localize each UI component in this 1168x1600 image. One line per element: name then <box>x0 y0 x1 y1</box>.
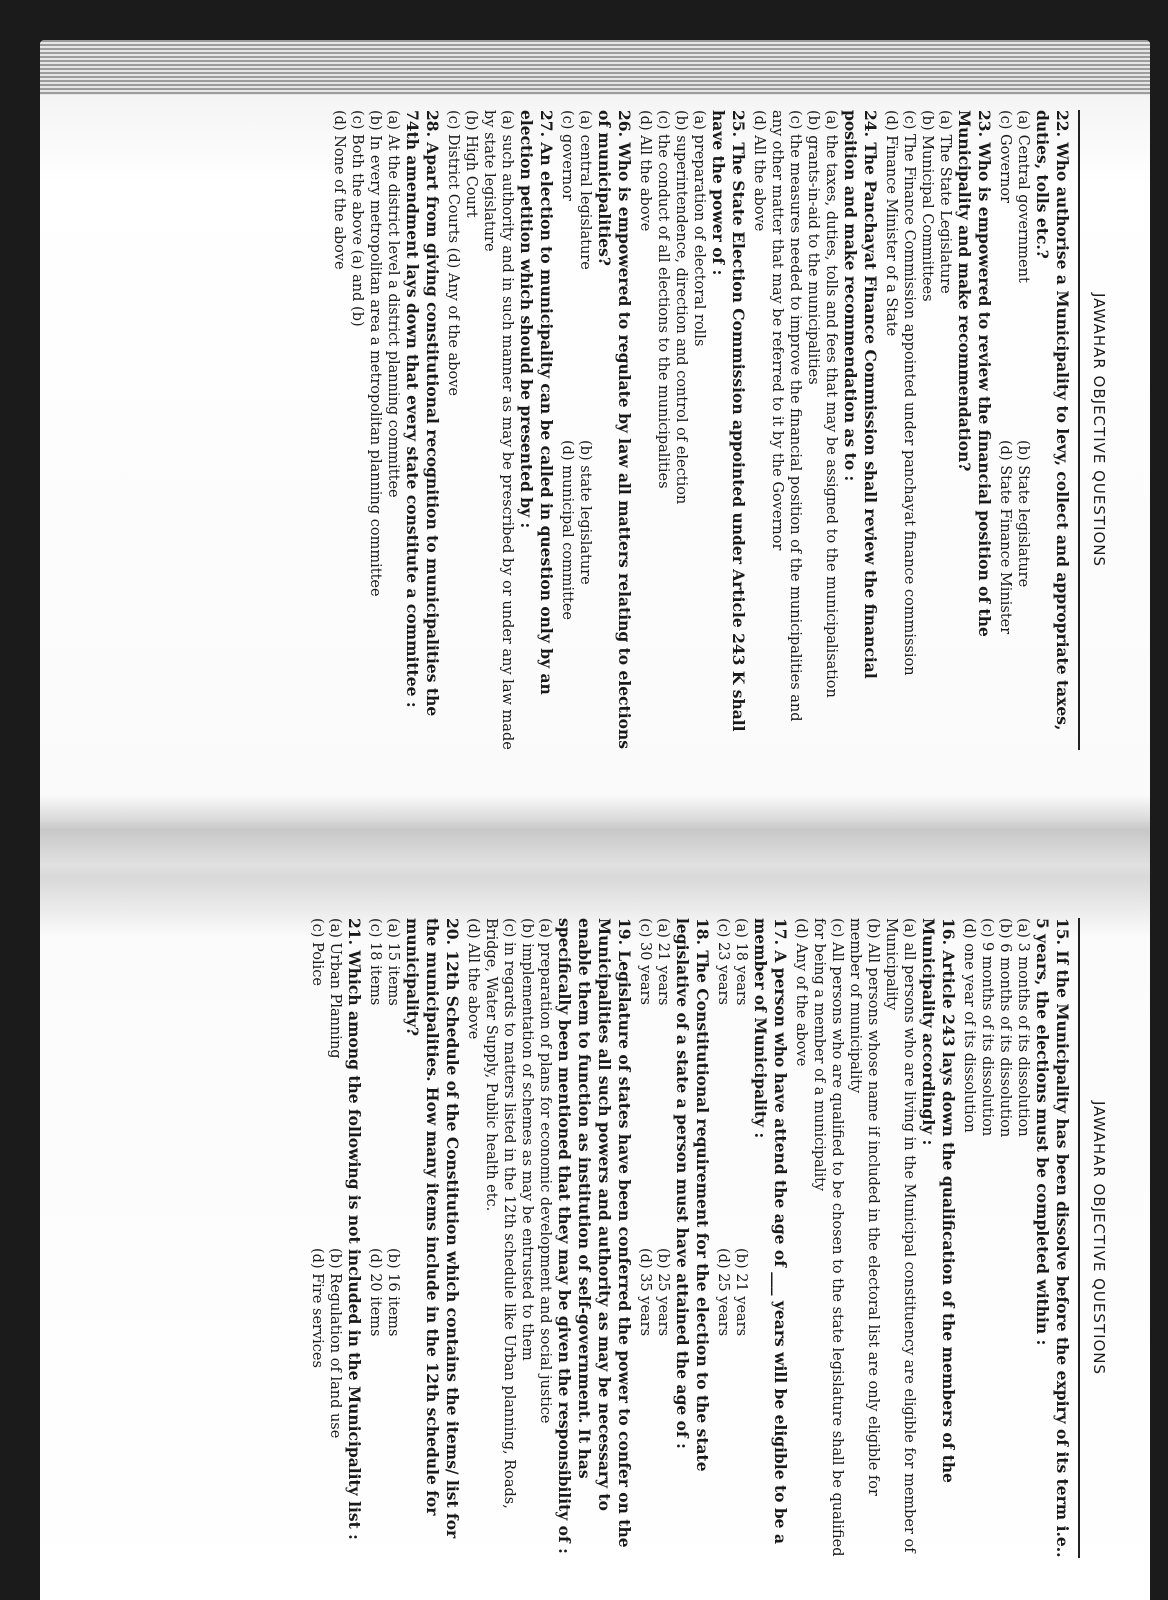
question-item <box>792 918 958 1558</box>
answer-options <box>750 110 840 750</box>
answer-options <box>444 110 516 750</box>
answer-options <box>960 918 1032 1558</box>
answer-option: (b) High Court <box>463 110 479 218</box>
answer-options <box>792 918 918 1558</box>
question-text: 18. The Constitutional requirement for the election to the state legislative of a state a person must have attained the age of : <box>673 918 712 1472</box>
answer-option: (c) 30 years <box>637 918 653 1005</box>
answer-option: (c) 9 months of its dissolution <box>979 918 995 1137</box>
answer-options <box>558 110 594 750</box>
answer-option: (c) The Finance Commission appointed under panchayat finance commission <box>901 110 917 676</box>
question-item <box>960 918 1072 1558</box>
answer-options <box>996 110 1032 750</box>
right-page <box>0 110 1108 750</box>
question-item <box>308 918 364 1558</box>
answer-option: (a) preparation of plans for economic development and social justice <box>537 918 553 1424</box>
answer-option: (d) State Finance Minister <box>997 440 1013 635</box>
answer-option: (a) At the district level a district planning committee <box>385 110 401 498</box>
answer-option: (c) Governor <box>997 110 1013 204</box>
running-head: JAWAHAR OBJECTIVE QUESTIONS <box>1090 1100 1108 1376</box>
answer-option: (b) All persons whose name if included in the electoral list are only eligible for member of municipality <box>847 918 881 1496</box>
question-text: 15. If the Municipality has been dissolve before the expiry of its term i.e.. 5 years, the elections must be completed within : <box>1033 918 1072 1558</box>
question-item <box>464 918 634 1558</box>
question-item <box>882 110 994 750</box>
answer-options <box>366 918 402 1558</box>
answer-option: (c) in regards to matters listed in the 12th schedule like Urban planning, Roads, Bridge, Water Supply, Public health etc. <box>483 918 517 1509</box>
answer-option: (d) All the above <box>465 918 481 1040</box>
question-item <box>366 918 462 1558</box>
answer-options <box>882 110 954 750</box>
answer-option: (b) grants-in-aid to the municipalities <box>805 110 821 385</box>
question-text: 26. Who is empowered to regulate by law all matters relating to elections of municipalities? <box>595 110 634 749</box>
answer-option: (d) 20 items <box>367 1248 383 1337</box>
answer-option: (a) 18 years <box>733 918 749 1006</box>
answer-option: (d) All the above <box>751 110 767 232</box>
answer-option: (b) 16 items <box>385 1248 401 1337</box>
answer-option: (a) The State Legislature <box>937 110 953 294</box>
answer-option: (c) All persons who are qualified to be chosen to the state legislature shall be qualified for being a member of a municipality <box>811 918 845 1557</box>
question-item <box>750 110 880 750</box>
question-text: 22. Who authorise a Municipality to levy, collect and appropriate taxes, duties, tolls etc.? <box>1033 110 1072 731</box>
answer-option: (b) implementation of schemes as may be entrusted to them <box>519 918 535 1361</box>
answer-options <box>636 918 672 1558</box>
answer-option: (c) Both the above (a) and (b) <box>349 110 365 327</box>
question-text: 21. Which among the following is not included in the Municipality list : <box>345 918 364 1540</box>
answer-option: (c) the measures needed to improve the financial position of the municipalities and any other matter that may be referred to it by the Governor <box>769 110 803 722</box>
answer-option: (a) central legislature <box>577 110 593 270</box>
answer-option: (d) All the above <box>637 110 653 232</box>
answer-option: (c) governor <box>559 110 575 201</box>
answer-option: (b) 6 months of its dissolution <box>997 918 1013 1138</box>
header-rule <box>1078 110 1080 750</box>
answer-option: (b) superintendence, direction and control of election <box>673 110 689 505</box>
answer-options <box>330 110 402 750</box>
answer-options <box>636 110 708 750</box>
answer-options <box>714 918 750 1558</box>
answer-option: (d) Any of the above <box>793 918 809 1067</box>
question-text: 20. 12th Schedule of the Constitution which contains the items/ list for the municipalities. How many items include in the 12th schedule for municipality? <box>403 918 462 1539</box>
answer-option: (c) District Courts (d) Any of the above <box>445 110 461 396</box>
answer-option: (a) such authority and in such manner as may be prescribed by or under any law made by state legislature <box>481 110 515 750</box>
question-text: 17. A person who have attend the age of ___ years will be eligible to be a member of Municipality : <box>751 918 790 1544</box>
answer-option: (b) State legislature <box>1015 440 1031 588</box>
answer-options <box>308 918 344 1558</box>
question-text: 27. An election to municipality can be called in question only by an election petition which should be presented by : <box>517 110 556 695</box>
answer-option: (c) 18 items <box>367 918 383 1006</box>
header-rule <box>1078 918 1080 1558</box>
question-item <box>714 918 790 1558</box>
answer-option: (b) state legislature <box>577 440 593 585</box>
question-item <box>636 110 748 750</box>
question-item <box>330 110 442 750</box>
answer-option: (d) Finance Minister of a State <box>883 110 899 337</box>
answer-option: (b) 21 years <box>733 1248 749 1337</box>
question-list <box>330 110 1072 750</box>
answer-option: (d) None of the above <box>331 110 347 270</box>
answer-option: (a) 21 years <box>655 918 671 1006</box>
answer-option: (c) 23 years <box>715 918 731 1005</box>
answer-option: (a) all persons who are living in the Municipal constituency are eligible for member of Municipality <box>883 918 917 1553</box>
question-item <box>444 110 556 750</box>
answer-option: (a) 15 items <box>385 918 401 1006</box>
question-text: 24. The Panchayat Finance Commission shall review the financial position and make recommendation as to : <box>841 110 880 679</box>
answer-option: (a) Central government <box>1015 110 1031 283</box>
question-text: 25. The State Election Commission appointed under Article 243 K shall have the power of : <box>709 110 748 732</box>
running-head: JAWAHAR OBJECTIVE QUESTIONS <box>1090 292 1108 568</box>
answer-option: (b) Municipal Committees <box>919 110 935 302</box>
answer-option: (d) 25 years <box>715 1248 731 1337</box>
answer-option: (c) the conduct of all elections to the municipalities <box>655 110 671 489</box>
answer-option: (a) Urban Planning <box>327 918 343 1059</box>
question-item <box>996 110 1072 750</box>
answer-option: (c) Police <box>309 918 325 986</box>
question-text: 28. Apart from giving constitutional recognition to municipalities the 74th amendment lays down that every state constitute a committee : <box>403 110 442 717</box>
answer-option: (d) municipal committee <box>559 440 575 621</box>
answer-option: (b) 25 years <box>655 1248 671 1337</box>
answer-option: (d) 35 years <box>637 1248 653 1337</box>
question-item <box>558 110 634 750</box>
answer-option: (a) preparation of electoral rolls <box>691 110 707 347</box>
answer-options <box>464 918 554 1558</box>
left-page <box>0 918 1108 1558</box>
answer-option: (b) Regulation of land use <box>327 1248 343 1439</box>
question-list <box>308 918 1072 1558</box>
question-text: 19. Legislature of states have been conferred the power to confer on the Municipalities all such powers and authority as may be necessary to enable them to function as institution of self-government. It has specifically been mentioned that they may be given the responsibility of : <box>555 918 634 1554</box>
question-item <box>636 918 712 1558</box>
answer-option: (d) Fire services <box>309 1248 325 1368</box>
question-text: 16. Article 243 lays down the qualification of the members of the Municipality accordingly : <box>919 918 958 1484</box>
answer-option: (d) one year of its dissolution <box>961 918 977 1133</box>
answer-option: (b) In every metropolitan area a metropolitan planning committee <box>367 110 383 597</box>
answer-option: (a) 3 months of its dissolution <box>1015 918 1031 1137</box>
question-text: 23. Who is empowered to review the financial position of the Municipality and make recommendation? <box>955 110 994 637</box>
answer-option: (a) the taxes, duties, tolls and fees that may be assigned to the municipalisation <box>823 110 839 698</box>
